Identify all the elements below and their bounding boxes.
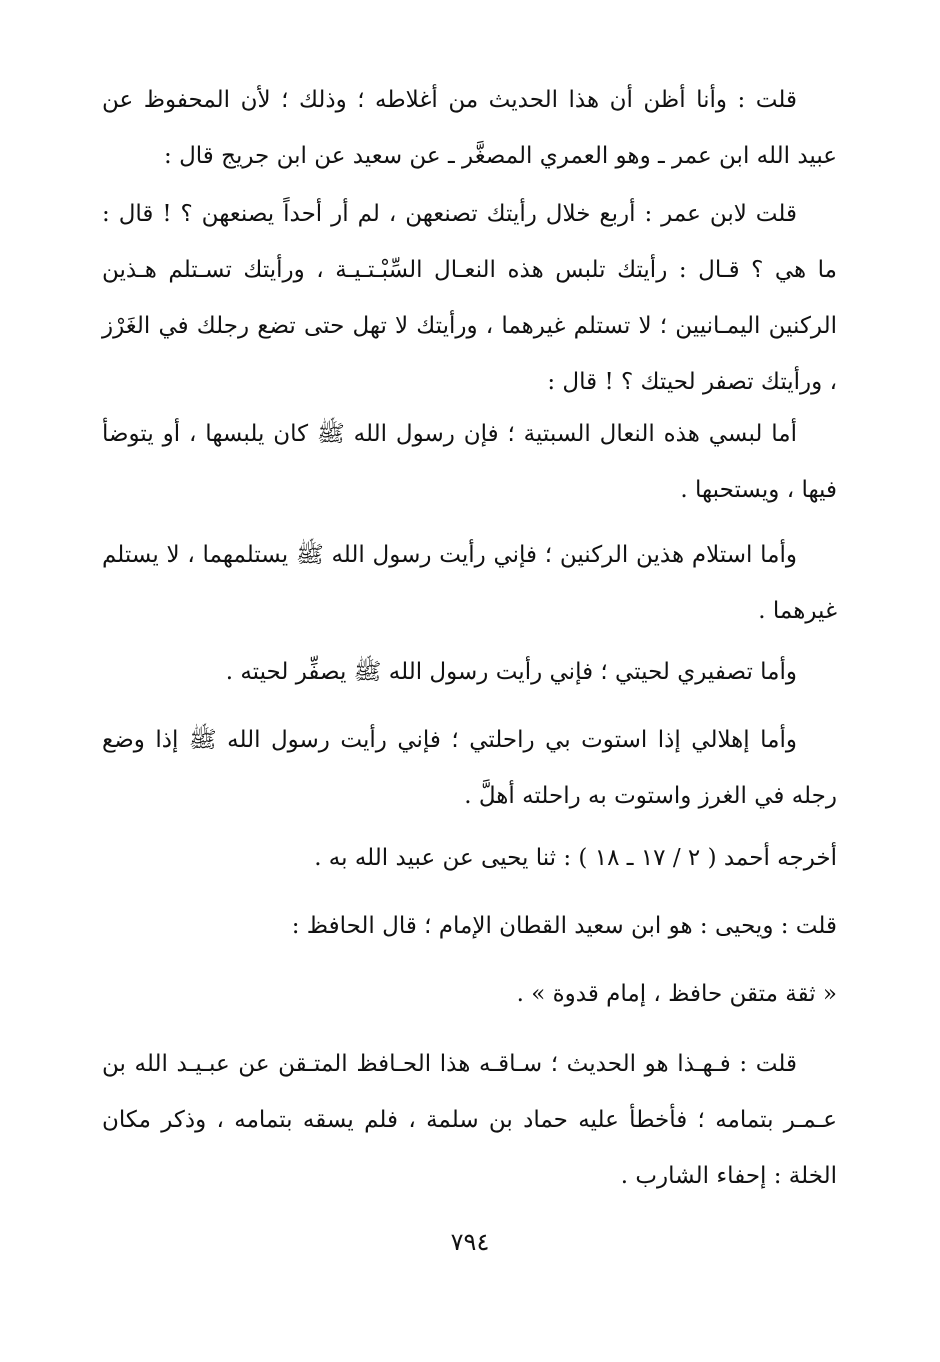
paragraph-4: وأما استلام هذين الركنين ؛ فإني رأيت رسول الله ﷺ يستلمهما ، لا يستلم غيرهما . — [102, 542, 837, 624]
quote-paragraph: « ثقة متقن حافظ ، إمام قدوة » . — [516, 981, 837, 1007]
paragraph-7: أخرجه أحمد ( ٢ / ١٧ ـ ١٨ ) : ثنا يحيى عن عبيد الله به . — [314, 845, 837, 871]
paragraph-10: قلت : فـهـذا هو الحديث ؛ سـاقـه هذا الحـافظ المتـقن عن عبـيـد الله بن عـمـر بتمامه ؛ فأخطأ عليه حماد بن سلمة ، فلم يسقه بتمامه ، وذكر مكان الخلة : إحفاء الشارب . — [102, 1051, 837, 1189]
paragraph-1: قلت : وأنا أظن أن هذا الحديث من أغلاطه ؛ وذلك ؛ لأن المحفوظ عن عبيد الله ابن عمر ـ وهو العمري المصغَّر ـ عن سعيد عن ابن جريج قال : — [102, 87, 837, 169]
paragraph-3: أما لبسي هذه النعال السبتية ؛ فإن رسول الله ﷺ كان يلبسها ، أو يتوضأ فيها ، ويستحبها . — [102, 421, 837, 503]
page-number: ٧٩٤ — [450, 1228, 490, 1256]
paragraph-2: قلت لابن عمر : أربع خلال رأيتك تصنعهن ، لم أر أحداً يصنعهن ؟ ! قال : ما هي ؟ قـال : رأيتك تلبس هذه النعـال السِّبْـتـيـة ، ورأيتك تسـتلم هـذين الركنين اليمـانيين ؛ لا تستلم غيرهما ، ورأيتك لا تهل حتى تضع رجلك في الغَرْز ، ورأيتك تصفر لحيتك ؟ ! قال : — [102, 201, 837, 395]
paragraph-6: وأما إهلالي إذا استوت بي راحلتي ؛ فإني رأيت رسول الله ﷺ إذا وضع رجله في الغرز واستوت به راحلته أهلَّ . — [102, 727, 837, 809]
paragraph-8: قلت : ويحيى : هو ابن سعيد القطان الإمام ؛ قال الحافظ : — [291, 913, 837, 939]
paragraph-5: وأما تصفيري لحيتي ؛ فإني رأيت رسول الله ﷺ يصفِّر لحيته . — [225, 659, 797, 685]
